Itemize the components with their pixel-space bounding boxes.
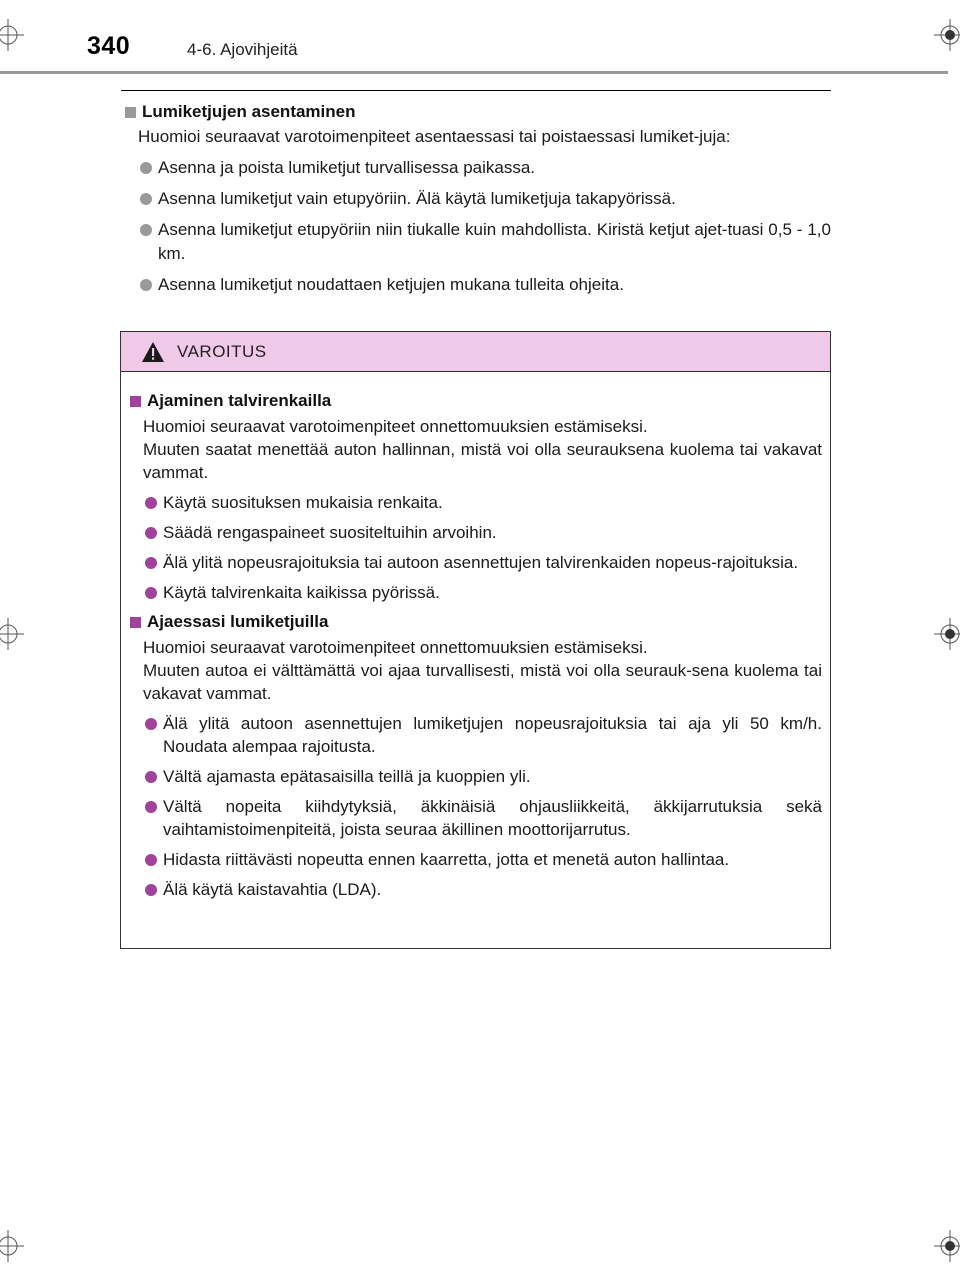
section-title: 4-6. Ajovihjeitä bbox=[187, 40, 298, 59]
warning-triangle-icon bbox=[141, 341, 165, 363]
page-header bbox=[0, 0, 960, 78]
warning-bullet-list bbox=[126, 491, 822, 604]
warning-text: Huomioi seuraavat varotoimenpiteet onnettomuuksien estämiseksi. Muuten saatat menettää auton hallinnan, mistä voi olla seurauksena kuolema tai vakavat vammat. bbox=[143, 417, 822, 482]
crop-mark-mid-right-icon bbox=[934, 618, 960, 650]
list-item: Vältä nopeita kiihdytyksiä, äkkinäisiä ohjausliikkeitä, äkkijarrutuksia sekä vaihtamistoimenpiteitä, joista seuraa äkillinen moottorijarrutus. bbox=[126, 795, 822, 841]
warning-section-heading bbox=[126, 611, 822, 633]
main-content bbox=[121, 90, 831, 297]
bullet-dot-icon bbox=[145, 557, 157, 569]
warning-section-heading bbox=[126, 390, 822, 412]
section-heading bbox=[121, 101, 831, 123]
square-marker-icon bbox=[125, 107, 136, 118]
crop-mark-bottom-right-icon bbox=[934, 1230, 960, 1262]
list-item: Asenna ja poista lumiketjut turvallisessa paikassa. bbox=[121, 156, 831, 180]
bullet-dot-icon bbox=[145, 884, 157, 896]
content-top-rule bbox=[121, 90, 831, 91]
square-marker-icon bbox=[130, 396, 141, 407]
main-bullet-list bbox=[121, 156, 831, 297]
bullet-dot-icon bbox=[145, 854, 157, 866]
bullet-dot-icon bbox=[145, 801, 157, 813]
warning-text: Huomioi seuraavat varotoimenpiteet onnettomuuksien estämiseksi. Muuten autoa ei välttämättä voi ajaa turvallisesti, mistä voi olla seurauk-sena kuolema tai vakavat vammat. bbox=[143, 638, 822, 703]
list-item: Säädä rengaspaineet suositeltuihin arvoihin. bbox=[126, 521, 822, 544]
list-item: Asenna lumiketjut etupyöriin niin tiukalle kuin mahdollista. Kiristä ketjut ajet-tuasi 0,5 - 1,0 km. bbox=[121, 218, 831, 266]
list-item: Käytä suosituksen mukaisia renkaita. bbox=[126, 491, 822, 514]
list-item: Hidasta riittävästi nopeutta ennen kaarretta, jotta et menetä auton hallintaa. bbox=[126, 848, 822, 871]
intro-text: Huomioi seuraavat varotoimenpiteet asentaessasi tai poistaessasi lumiket-juja: bbox=[138, 127, 731, 146]
bullet-dot-icon bbox=[145, 497, 157, 509]
warning-body bbox=[121, 372, 830, 901]
bullet-dot-icon bbox=[145, 587, 157, 599]
list-item: Käytä talvirenkaita kaikissa pyörissä. bbox=[126, 581, 822, 604]
list-item: Älä ylitä autoon asennettujen lumiketjujen nopeusrajoituksia tai aja yli 50 km/h. Noudata alempaa rajoitusta. bbox=[126, 712, 822, 758]
bullet-dot-icon bbox=[140, 162, 152, 174]
section-heading-text: Lumiketjujen asentaminen bbox=[142, 102, 356, 121]
bullet-dot-icon bbox=[145, 718, 157, 730]
warning-box bbox=[120, 331, 831, 949]
warning-section-heading-text: Ajaminen talvirenkailla bbox=[147, 391, 332, 410]
header-rule bbox=[0, 71, 948, 74]
bullet-dot-icon bbox=[140, 193, 152, 205]
bullet-dot-icon bbox=[145, 527, 157, 539]
crop-mark-mid-left-icon bbox=[0, 618, 24, 650]
list-item: Asenna lumiketjut vain etupyöriin. Älä käytä lumiketjuja takapyörissä. bbox=[121, 187, 831, 211]
list-item: Asenna lumiketjut noudattaen ketjujen mukana tulleita ohjeita. bbox=[121, 273, 831, 297]
bullet-dot-icon bbox=[140, 224, 152, 236]
list-item: Älä ylitä nopeusrajoituksia tai autoon asennettujen talvirenkaiden nopeus-rajoituksia. bbox=[126, 551, 822, 574]
page-number: 340 bbox=[87, 32, 131, 60]
warning-bullet-list bbox=[126, 712, 822, 901]
warning-section-heading-text: Ajaessasi lumiketjuilla bbox=[147, 612, 329, 631]
list-item: Vältä ajamasta epätasaisilla teillä ja kuoppien yli. bbox=[126, 765, 822, 788]
crop-mark-bottom-left-icon bbox=[0, 1230, 24, 1262]
square-marker-icon bbox=[130, 617, 141, 628]
list-item: Älä käytä kaistavahtia (LDA). bbox=[126, 878, 822, 901]
warning-title: VAROITUS bbox=[177, 341, 267, 361]
bullet-dot-icon bbox=[140, 279, 152, 291]
warning-header bbox=[121, 332, 830, 372]
bullet-dot-icon bbox=[145, 771, 157, 783]
